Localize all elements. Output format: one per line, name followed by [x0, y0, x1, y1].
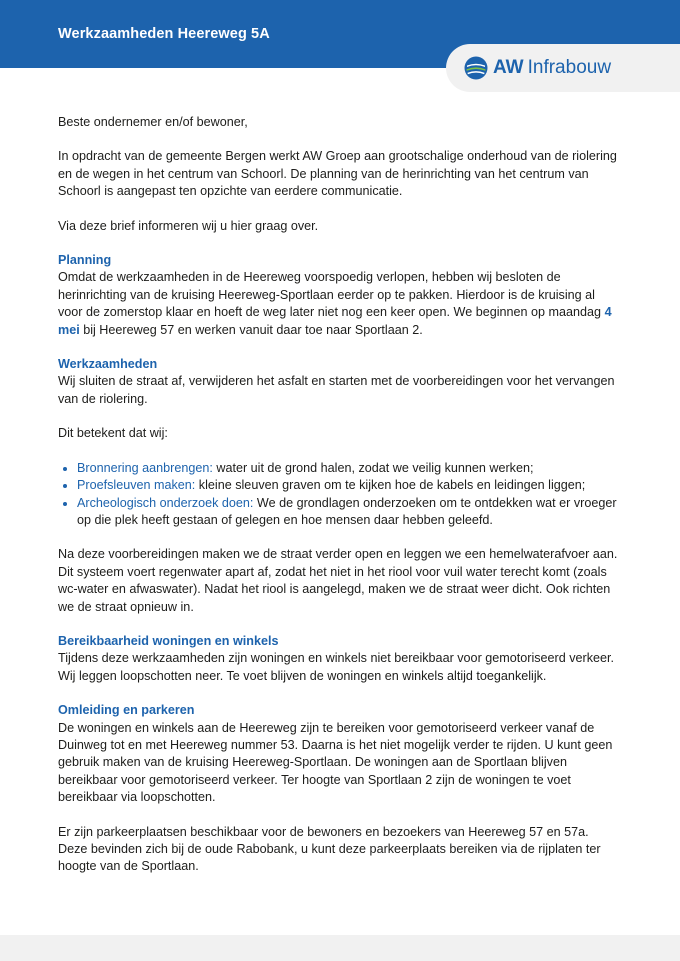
inform-paragraph: Via deze brief informeren wij u hier graag over. — [58, 218, 319, 233]
planning-start-date: 4 mei — [58, 305, 612, 337]
logo-text-infrabouw: Infrabouw — [527, 57, 612, 78]
section-title-bereikbaarheid: Bereikbaarheid woningen en winkels — [58, 633, 279, 648]
list-item-description: water uit de grond halen, zodat we veilig kunnen werken; — [212, 460, 534, 475]
bereikbaarheid-line-1: Tijdens deze werkzaamheden zijn woningen en winkels niet bereikbaar voor gemotoriseerd verkeer. — [58, 651, 615, 666]
section-title-omleiding: Omleiding en parkeren — [58, 703, 195, 718]
werkzaamheden-list — [58, 460, 618, 530]
list-item — [77, 460, 618, 477]
section-title-werkzaamheden: Werkzaamheden — [58, 357, 158, 372]
aw-logo-mark-icon — [464, 56, 488, 80]
list-item — [77, 495, 618, 530]
bereikbaarheid-line-2: Wij leggen loopschotten neer. Te voet blijven de woningen en winkels altijd toegankelijk. — [58, 668, 547, 683]
list-item — [77, 477, 618, 494]
letter-body — [58, 114, 618, 876]
hemelwater-paragraph: Na deze voorbereidingen maken we de straat verder open en leggen we een hemelwaterafvoer aan. Dit systeem voert regenwater apart af, zodat het niet in het riool voor vuil water terecht komt (zoals wc-water en afwaswater). Nadat het riool is aangelegd, maken we de straat weer dicht. Ook richten we de straat opnieuw in. — [58, 547, 618, 614]
company-logo — [464, 54, 611, 82]
planning-paragraph — [58, 269, 618, 339]
footer-band — [0, 935, 680, 961]
list-item-description: We de grondlagen onderzoeken om te ontdekken wat er vroeger op die plek heeft gestaan of gelegen en hoe mensen daar hebben geleefd. — [77, 495, 617, 527]
list-item-term: Proefsleuven maken: — [77, 478, 196, 493]
omleiding-paragraph: De woningen en winkels aan de Heereweg zijn te bereiken voor gemotoriseerd verkeer vanaf de Duinweg tot en met Heereweg nummer 53. Daarna is het niet mogelijk verder te rijden. U kunt geen gebruik maken van de kruising Heereweg-Sportlaan. De woningen aan de Sportlaan blijven bereikbaar voor gemotoriseerd verkeer. Ter hoogte van Sportlaan 2 zijn de woningen te voet bereikbaar via loopschotten. — [58, 720, 613, 805]
list-item-term: Archeologisch onderzoek doen: — [77, 495, 254, 510]
salutation: Beste ondernemer en/of bewoner, — [58, 115, 248, 129]
planning-text-before: Omdat de werkzaamheden in de Heereweg voorspoedig verlopen, hebben wij besloten de herinrichting van de kruising Heereweg-Sportlaan eerder op te pakken. Hierdoor is de kruising al voor de zomerstop klaar en hoeft de weg later niet nog een keer open. We beginnen op maandag — [58, 270, 605, 320]
parkeren-paragraph: Er zijn parkeerplaatsen beschikbaar voor de bewoners en bezoekers van Heereweg 57 en 57a. Deze bevinden zich bij de oude Rabobank, u kunt deze parkeerplaats bereiken via de rijplaten ter hoogte van de Sportlaan. — [58, 824, 601, 874]
werkzaamheden-paragraph: Wij sluiten de straat af, verwijderen het asfalt en starten met de voorbereidingen voor het vervangen van de riolering. — [58, 374, 615, 406]
logo-text-aw: AW — [493, 57, 524, 78]
intro-paragraph: In opdracht van de gemeente Bergen werkt AW Groep aan grootschalige onderhoud van de riolering en de wegen in het centrum van Schoorl. De planning van de herinrichting van het centrum van Schoorl is aangepast ten opzichte van eerdere communicatie. — [58, 149, 617, 199]
list-item-term: Bronnering aanbrengen: — [77, 460, 213, 475]
planning-text-after: bij Heereweg 57 en werken vanuit daar toe naar Sportlaan 2. — [79, 322, 423, 337]
section-title-planning: Planning — [58, 253, 112, 268]
werkzaamheden-lead: Dit betekent dat wij: — [58, 426, 168, 441]
document-title: Werkzaamheden Heereweg 5A — [58, 26, 270, 42]
list-item-description: kleine sleuven graven om te kijken hoe de kabels en leidingen liggen; — [195, 478, 586, 493]
